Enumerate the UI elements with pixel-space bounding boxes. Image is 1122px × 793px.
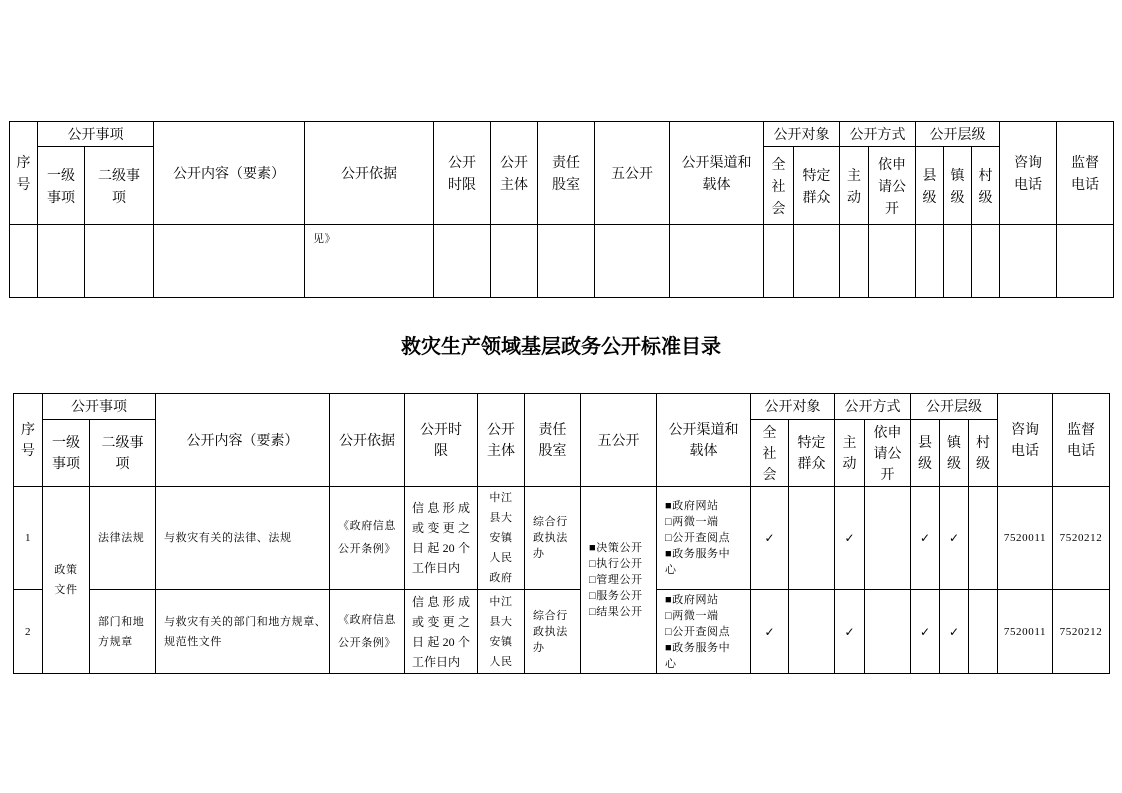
catalog-row-1-content: 与救灾有关的法律、法规 (156, 487, 330, 590)
catalog-header-supervise-phone-label: 监督电话 (1067, 421, 1095, 458)
top-cell-subject (491, 225, 538, 298)
catalog-row-1-all-society-check: ✓ (751, 487, 789, 590)
top-cell-channel (670, 225, 764, 298)
catalog-header-five-open: 五公开 (581, 394, 657, 487)
channel-item-website: ■政府网站 (665, 500, 719, 512)
top-header-county-label: 县级 (922, 166, 937, 205)
top-header-subject (491, 122, 538, 225)
catalog-header-channel-label: 公开渠道和载体 (668, 421, 739, 458)
top-header-time-limit-label: 公开时限 (448, 154, 476, 192)
catalog-header-subject-label: 公开主体 (487, 421, 515, 458)
channel-item-website: ■政府网站 (665, 593, 719, 606)
catalog-header-items: 公开事项 (43, 394, 156, 420)
catalog-row-2-subject (478, 590, 525, 674)
top-header-all-society-label: 全社会 (771, 155, 786, 216)
catalog-header-audience: 公开对象 (751, 394, 835, 420)
catalog-row-1-subject (478, 487, 525, 590)
catalog-row-2-subject-label: 中江县大安镇人民 (489, 595, 513, 668)
top-cell-office (538, 225, 595, 298)
top-header-office (538, 122, 595, 225)
top-header-subject-label: 公开主体 (500, 154, 528, 192)
top-cell-proactive (840, 225, 869, 298)
catalog-header-all-society (751, 420, 789, 487)
catalog-row-2-time-limit-label: 信息形成或变更之日起20个工作日内 (412, 594, 470, 669)
catalog-header-all-society-label: 全社会 (762, 423, 777, 482)
catalog-row-2-office (525, 590, 581, 674)
catalog-row-1-office (525, 487, 581, 590)
catalog-header-time-limit (405, 394, 478, 487)
catalog-header-channel (657, 394, 751, 487)
top-cell-village (972, 225, 1000, 298)
top-header-level1 (38, 147, 85, 225)
catalog-header-subject (478, 394, 525, 487)
top-header-items: 公开事项 (38, 122, 154, 147)
catalog-row-1-supervise-phone: 7520212 (1053, 487, 1110, 590)
top-header-method: 公开方式 (840, 122, 916, 147)
top-header-specific-group-label: 特定群众 (802, 166, 831, 205)
catalog-header-seq (14, 394, 43, 487)
catalog-header-supervise-phone (1053, 394, 1110, 487)
top-header-all-society (764, 147, 794, 225)
channel-item-reading-point: □公开查阅点 (665, 625, 731, 638)
catalog-header-on-request (865, 420, 911, 487)
catalog-header-level1-label: 一级事项 (52, 434, 80, 471)
catalog-header-county-label: 县级 (918, 434, 932, 471)
catalog-row-2-village-check (969, 590, 998, 674)
top-header-channel (670, 122, 764, 225)
top-header-supervise-phone-label: 监督电话 (1071, 154, 1099, 192)
top-cell-level1 (38, 225, 85, 298)
channel-item-service-center: ■政务服务中心 (665, 641, 731, 670)
catalog-row-1 (14, 487, 1110, 590)
catalog-table (13, 393, 1110, 674)
catalog-row-2-supervise-phone: 7520212 (1053, 590, 1110, 674)
catalog-row-1-basis-label: 《政府信息公开条例》 (338, 520, 396, 555)
top-header-audience: 公开对象 (764, 122, 840, 147)
catalog-level1-label: 政策文件 (54, 564, 78, 596)
catalog-row-1-proactive-check: ✓ (835, 487, 865, 590)
top-header-on-request (869, 147, 916, 225)
catalog-row-1-subject-label: 中江县大安镇人民政府 (489, 492, 513, 584)
top-header-village-label: 村级 (978, 166, 993, 205)
catalog-row-2-proactive-check: ✓ (835, 590, 865, 674)
catalog-header-village-label: 村级 (976, 434, 990, 471)
top-header-row-1 (10, 122, 1114, 147)
catalog-header-row-1 (14, 394, 1110, 420)
catalog-row-1-time-limit (405, 487, 478, 590)
catalog-header-town (940, 420, 969, 487)
top-header-consult-phone-label: 咨询电话 (1014, 154, 1042, 192)
catalog-row-2-office-label: 综合行政执法办 (533, 609, 568, 654)
top-cell-basis: 见》 (305, 225, 434, 298)
catalog-row-2-basis (330, 590, 405, 674)
top-cell-time-limit (434, 225, 491, 298)
top-cell-consult-phone (1000, 225, 1057, 298)
channel-item-service-center: ■政务服务中心 (665, 548, 731, 576)
top-cell-seq (10, 225, 38, 298)
catalog-row-1-seq: 1 (14, 487, 43, 590)
top-header-level2 (85, 147, 154, 225)
channel-item-weibo-wechat-app: □两微一端 (665, 516, 719, 528)
catalog-row-2-all-society-check: ✓ (751, 590, 789, 674)
catalog-header-village (969, 420, 998, 487)
five-open-item-service: □服务公开 (589, 590, 643, 602)
catalog-row-1-channel (657, 487, 751, 590)
catalog-row-2-county-check: ✓ (911, 590, 940, 674)
catalog-row-1-on-request-check (865, 487, 911, 590)
top-header-channel-label: 公开渠道和载体 (681, 154, 752, 192)
catalog-header-on-request-label: 依申请公开 (873, 423, 902, 482)
top-cell-level2 (85, 225, 154, 298)
top-header-tier: 公开层级 (916, 122, 1000, 147)
catalog-row-1-level2-label: 法律法规 (98, 532, 145, 544)
top-header-five-open: 五公开 (595, 122, 670, 225)
top-header-seq-label: 序号 (16, 154, 31, 192)
catalog-row-1-time-limit-label: 信息形成或变更之日起20个工作日内 (412, 501, 470, 575)
top-cell-supervise-phone (1057, 225, 1114, 298)
catalog-level1-cell (43, 487, 90, 674)
catalog-header-level1 (43, 420, 90, 487)
top-cell-county (916, 225, 944, 298)
catalog-header-seq-label: 序号 (21, 421, 35, 458)
five-open-item-management: □管理公开 (589, 574, 643, 586)
five-open-item-decision: ■决策公开 (589, 542, 643, 554)
catalog-row-1-county-check: ✓ (911, 487, 940, 590)
top-header-town-label: 镇级 (950, 166, 965, 205)
catalog-row-1-town-check: ✓ (940, 487, 969, 590)
top-data-row (10, 225, 1114, 298)
channel-item-reading-point: □公开查阅点 (665, 532, 731, 544)
catalog-header-level2 (90, 420, 156, 487)
catalog-row-1-consult-phone: 7520011 (998, 487, 1053, 590)
catalog-row-2-level2-label: 部门和地方规章 (98, 615, 145, 648)
catalog-header-method: 公开方式 (835, 394, 911, 420)
top-header-county (916, 147, 944, 225)
five-open-item-result: □结果公开 (589, 606, 643, 618)
catalog-header-proactive (835, 420, 865, 487)
top-cell-five-open (595, 225, 670, 298)
catalog-row-2-seq: 2 (14, 590, 43, 674)
top-header-content: 公开内容（要素） (154, 122, 305, 225)
top-cell-all-society (764, 225, 794, 298)
top-header-level1-label: 一级事项 (47, 166, 75, 205)
catalog-header-county (911, 420, 940, 487)
catalog-header-content: 公开内容（要素） (156, 394, 330, 487)
catalog-row-1-level2 (90, 487, 156, 590)
top-header-proactive-label: 主动 (847, 166, 861, 205)
top-header-basis: 公开依据 (305, 122, 434, 225)
catalog-header-office-label: 责任股室 (538, 421, 567, 458)
document-title-rest: 领域基层政务公开标准目录 (481, 336, 721, 358)
top-header-village (972, 147, 1000, 225)
catalog-row-2-channel (657, 590, 751, 674)
channel-item-weibo-wechat-app: □两微一端 (665, 609, 719, 622)
top-header-specific-group (794, 147, 840, 225)
catalog-row-1-village-check (969, 487, 998, 590)
catalog-row-2-specific-group-check (789, 590, 835, 674)
catalog-row-2-consult-phone: 7520011 (998, 590, 1053, 674)
top-cell-town (944, 225, 972, 298)
catalog-header-specific-group (789, 420, 835, 487)
top-header-supervise-phone (1057, 122, 1114, 225)
catalog-header-specific-group-label: 特定群众 (797, 434, 826, 471)
catalog-row-2 (14, 590, 1110, 674)
top-header-office-label: 责任股室 (552, 154, 580, 192)
catalog-header-consult-phone-label: 咨询电话 (1011, 421, 1039, 458)
top-table (9, 121, 1114, 298)
catalog-row-1-specific-group-check (789, 487, 835, 590)
catalog-header-level2-label: 二级事项 (101, 434, 144, 471)
catalog-row-2-town-check: ✓ (940, 590, 969, 674)
catalog-header-consult-phone (998, 394, 1053, 487)
top-header-on-request-label: 依申请公开 (878, 155, 906, 216)
catalog-header-office (525, 394, 581, 487)
top-header-seq (10, 122, 38, 225)
catalog-header-town-label: 镇级 (947, 434, 961, 471)
catalog-header-tier: 公开层级 (911, 394, 998, 420)
catalog-row-2-level2 (90, 590, 156, 674)
document-title (0, 334, 1122, 360)
document-title-emphasis: 救灾生产 (401, 336, 481, 358)
catalog-row-2-basis-label: 《政府信息公开条例》 (338, 613, 396, 649)
catalog-header-basis: 公开依据 (330, 394, 405, 487)
catalog-row-2-time-limit (405, 590, 478, 674)
top-cell-on-request (869, 225, 916, 298)
catalog-five-open-cell (581, 487, 657, 674)
top-header-level2-label: 二级事项 (98, 166, 140, 205)
catalog-header-time-limit-label: 公开时限 (420, 421, 462, 458)
catalog-row-1-basis (330, 487, 405, 590)
top-cell-content (154, 225, 305, 298)
catalog-row-2-content: 与救灾有关的部门和地方规章、规范性文件 (156, 590, 330, 674)
catalog-header-proactive-label: 主动 (842, 434, 857, 471)
top-header-town (944, 147, 972, 225)
catalog-row-1-office-label: 综合行政执法办 (533, 516, 568, 560)
top-header-consult-phone (1000, 122, 1057, 225)
top-header-proactive (840, 147, 869, 225)
top-cell-specific-group (794, 225, 840, 298)
five-open-item-execution: □执行公开 (589, 558, 643, 570)
top-header-time-limit (434, 122, 491, 225)
catalog-row-2-on-request-check (865, 590, 911, 674)
